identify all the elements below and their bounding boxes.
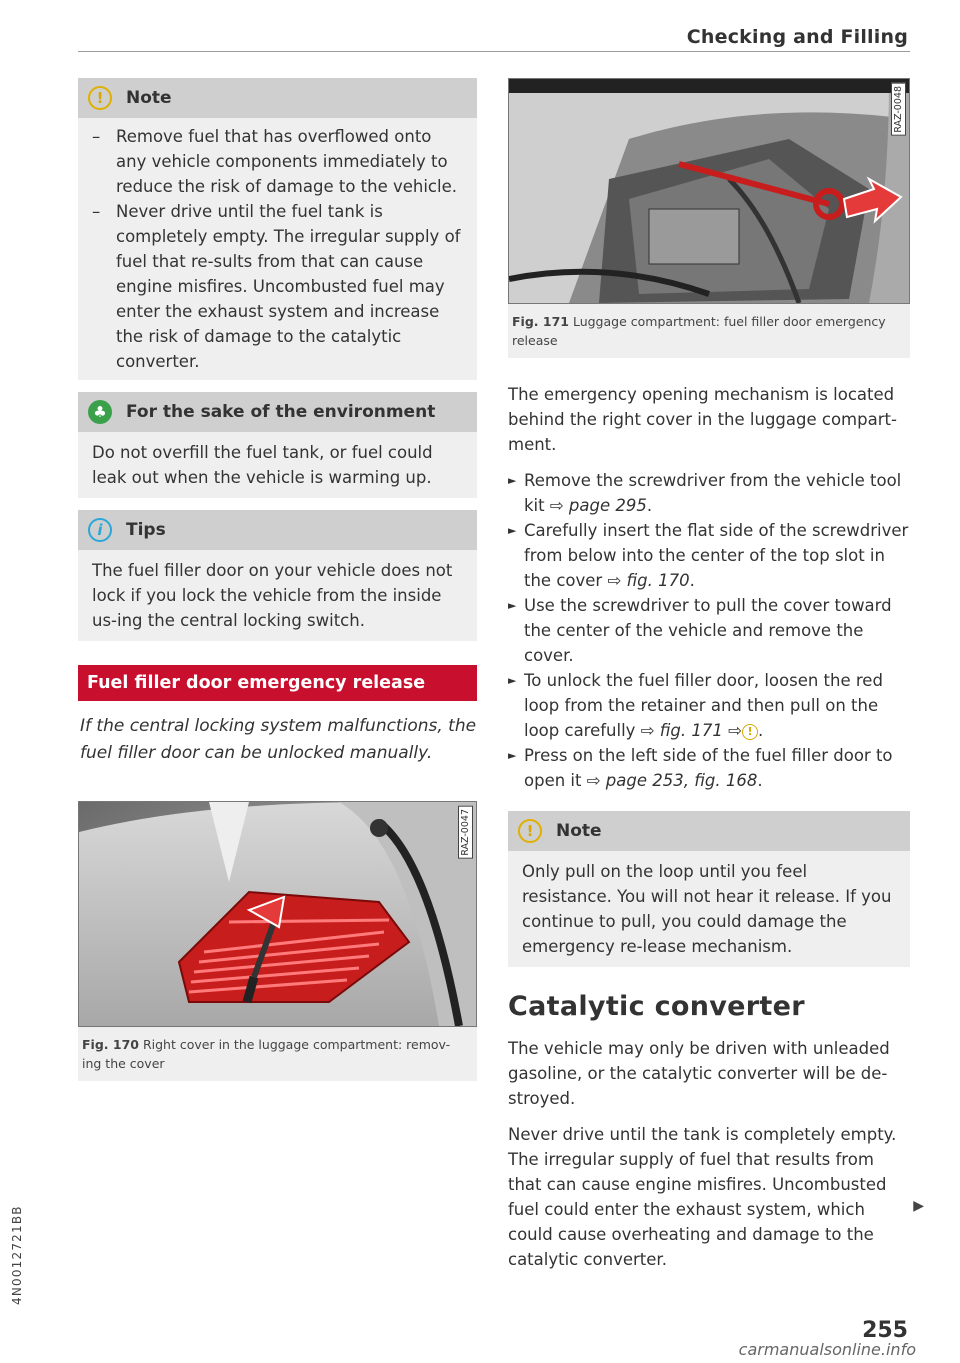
catalytic-paragraph-2: Never drive until the tank is completely empty. The irregular supply of fuel that results from that can cause engine misfires. Uncombusted fuel could enter the exhaust system, which could cause overheating and damage to the catalytic converter. [508, 1125, 897, 1269]
header-rule [78, 51, 910, 52]
step-text: Carefully insert the flat side of the screwdriver from below into the center of the top slot in the cover [524, 521, 909, 590]
step-tail: . [757, 771, 763, 790]
step-text: To unlock the fuel filler door, loosen the red loop from the retainer and then pull on the loop carefully [524, 671, 883, 740]
note-body [78, 118, 477, 380]
section-intro: If the central locking system malfunctions, the fuel filler door can be unlocked manually. [80, 716, 477, 763]
environment-icon: ♣ [88, 400, 112, 424]
left-column [78, 78, 477, 1081]
step-item [508, 468, 910, 518]
step-item [508, 518, 910, 593]
note-title: Note [126, 88, 172, 108]
watermark: carmanualsonline.info [738, 1340, 916, 1359]
step-tail: . [757, 721, 764, 740]
figure-171-image [508, 78, 910, 304]
tips-box [78, 510, 477, 641]
side-code-text: 4N0012721BB [10, 1205, 24, 1305]
page-number: 255 [862, 1318, 908, 1343]
side-code [10, 1075, 38, 1305]
figure-171-code: RAZ-0048 [891, 83, 906, 136]
environment-body: Do not overfill the fuel tank, or fuel could leak out when the vehicle is warming up. [92, 443, 433, 487]
note-title-2: Note [556, 821, 602, 841]
right-column [508, 78, 910, 1283]
figure-170-caption-text: Right cover in the luggage compartment: remov-ing the cover [82, 1037, 451, 1071]
step-ref[interactable]: ⇨ fig. 170 [607, 571, 690, 590]
note-item: – Remove fuel that has overflowed onto any vehicle components immediately to reduce the risk of damage to the vehicle. [92, 124, 463, 199]
info-icon: i [88, 518, 112, 542]
step-text: Use the screwdriver to pull the cover toward the center of the vehicle and remove the cover. [524, 596, 892, 665]
note-header [78, 78, 477, 118]
fuel-release-illustration [509, 79, 909, 303]
step-ref[interactable]: ⇨ page 295 [549, 496, 647, 515]
note-body-2: Only pull on the loop until you feel resistance. You will not hear it release. If you continue to pull, you could damage the emergency re-lease mechanism. [522, 862, 892, 956]
step-text: Press on the left side of the fuel filler door to open it [524, 746, 893, 790]
note-item: – Never drive until the fuel tank is completely empty. The irregular supply of fuel that re-sults from that can cause engine misfires. Uncombusted fuel may enter the exhaust system and increase the risk of damage to the catalytic converter. [92, 199, 463, 374]
step-tail: . [689, 571, 695, 590]
figure-171-caption-text: Luggage compartment: fuel filler door emergency release [512, 314, 886, 348]
note-box-2 [508, 811, 910, 967]
step-ref[interactable]: ⇨ fig. 171 ⇨ [640, 721, 742, 740]
environment-header [78, 392, 477, 432]
warning-circle-icon[interactable]: ! [742, 724, 758, 740]
note-header-2 [508, 811, 910, 851]
tips-header [78, 510, 477, 550]
step-ref[interactable]: ⇨ page 253, fig. 168 [586, 771, 758, 790]
figure-171 [508, 78, 910, 358]
luggage-cover-illustration [79, 802, 476, 1026]
step-item [508, 743, 910, 793]
figure-170-image [78, 801, 477, 1027]
running-head: Checking and Filling [686, 26, 908, 48]
figure-170-caption [78, 1027, 477, 1081]
figure-171-label: Fig. 171 [512, 314, 569, 329]
tips-body: The fuel filler door on your vehicle does not lock if you lock the vehicle from the inside us-ing the central locking switch. [92, 561, 453, 630]
figure-170-code: RAZ-0047 [458, 806, 473, 859]
warning-circle-icon: ! [88, 86, 112, 110]
step-item [508, 593, 910, 668]
figure-171-caption [508, 304, 910, 358]
environment-title: For the sake of the environment [126, 402, 436, 422]
step-tail: . [646, 496, 653, 515]
catalytic-paragraph-1: The vehicle may only be driven with unleaded gasoline, or the catalytic converter will be de-stroyed. [508, 1039, 890, 1108]
step-item [508, 668, 910, 743]
warning-circle-icon: ! [518, 819, 542, 843]
continue-arrow-icon: ▶ [913, 1198, 924, 1214]
figure-170-label: Fig. 170 [82, 1037, 139, 1052]
steps-list [508, 468, 910, 793]
tips-title: Tips [126, 520, 166, 540]
note-box [78, 78, 477, 380]
section-title: Fuel filler door emergency release [78, 665, 477, 701]
emergency-paragraph: The emergency opening mechanism is located behind the right cover in the luggage compart-ment. [508, 385, 897, 454]
step-text: Remove the screwdriver from the vehicle tool kit [524, 471, 902, 515]
environment-box [78, 392, 477, 498]
figure-170 [78, 801, 477, 1081]
catalytic-heading: Catalytic converter [508, 991, 805, 1022]
